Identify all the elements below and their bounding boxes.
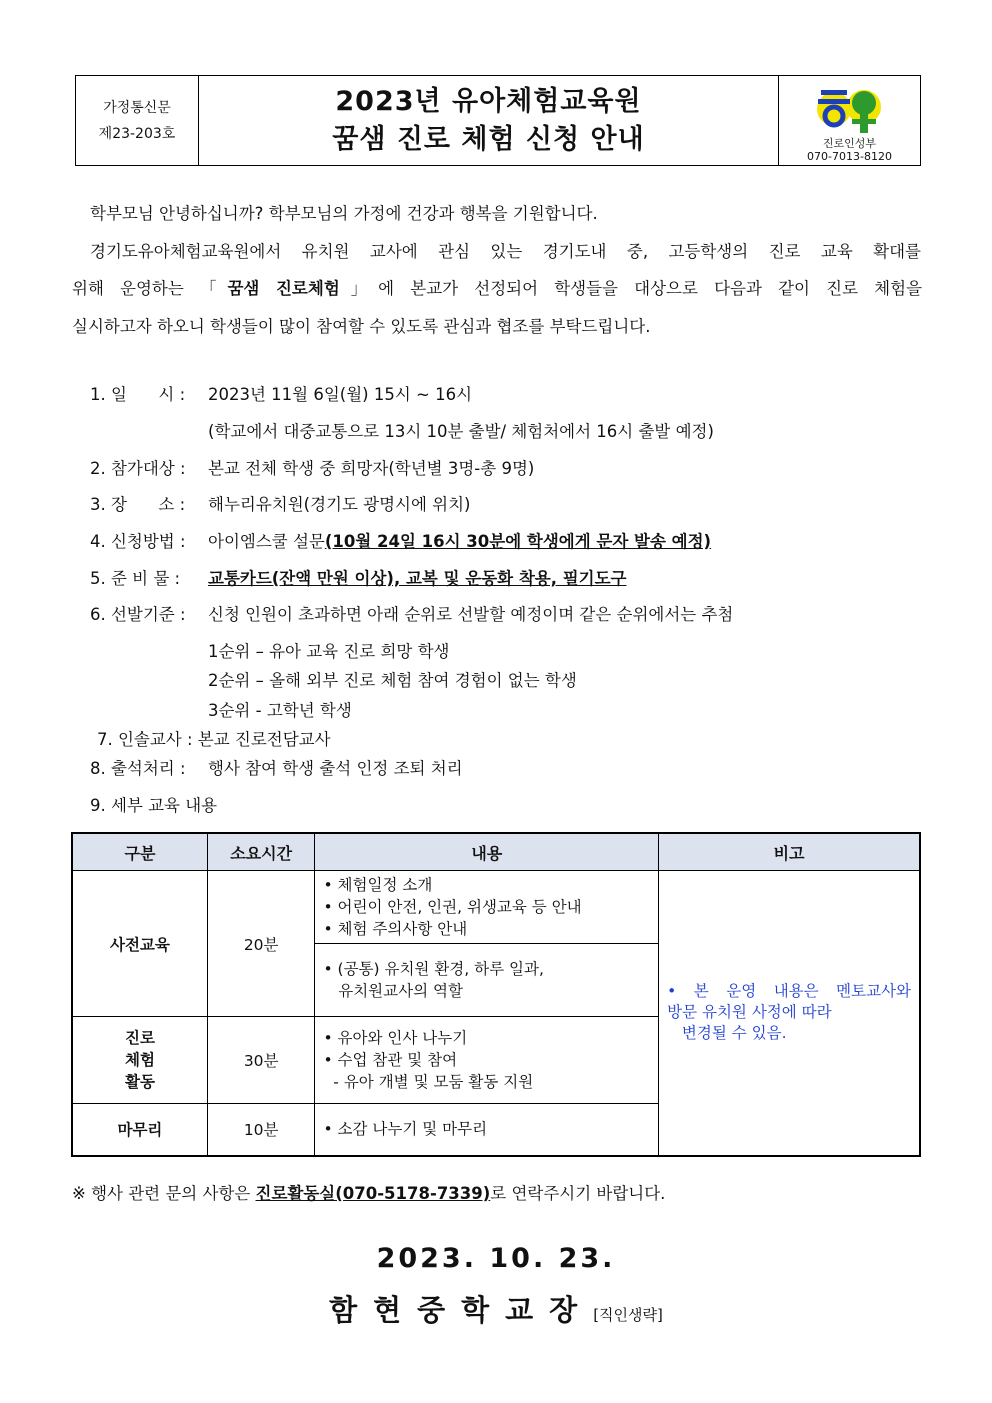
item-attendance xyxy=(90,758,463,780)
newsletter-label: 가정통신문 xyxy=(103,99,171,116)
row-name-line: 진로 xyxy=(124,1029,155,1047)
item-selection-value: 신청 인원이 초과하면 아래 순위로 선발할 예정이며 같은 순위에서는 추첨 xyxy=(208,605,734,624)
item-schedule-sub: (학교에서 대중교통으로 13시 10분 출발/ 체험처에서 16시 출발 예정) xyxy=(208,422,714,441)
list-item: • 수업 참관 및 참여 xyxy=(323,1051,458,1069)
item-teacher: 7. 인솔교사 : 본교 진로전담교사 xyxy=(97,730,331,749)
program-name: 꿈샘 진로체험 xyxy=(227,279,340,298)
row-name-line: 체험 xyxy=(124,1051,155,1069)
intro-line-3: 실시하고자 하오니 학생들이 많이 참여할 수 있도록 관심과 협조를 부탁드립니다. xyxy=(72,317,651,336)
item-details: 9. 세부 교육 내용 xyxy=(90,796,218,815)
header-duration: 소요시간 xyxy=(207,833,315,871)
intro-line-2-post: 」에 본교가 선정되어 학생들을 대상으로 다음과 같이 진로 체험을 xyxy=(339,279,923,298)
header-remarks: 비고 xyxy=(659,833,920,871)
row-career-activity-name xyxy=(72,1017,207,1104)
note-line: 변경될 수 있음. xyxy=(667,1024,787,1043)
item-attendance-label: 8. 출석처리 : xyxy=(90,759,191,778)
item-apply-value: 아이엠스쿨 설문 xyxy=(208,532,325,551)
item-supplies xyxy=(90,568,627,590)
seal-omitted: [직인생략] xyxy=(593,1306,663,1324)
item-supplies-value: 교통카드(잔액 만원 이상), 교복 및 운동화 착용, 필기도구 xyxy=(208,569,627,588)
item-schedule-label: 1. 일 시 : xyxy=(90,385,191,404)
document-header xyxy=(75,75,921,166)
school-logo-icon xyxy=(814,85,886,137)
rank-3: 3순위 - 고학년 학생 xyxy=(208,701,352,720)
list-item: • 체험 주의사항 안내 xyxy=(323,920,468,938)
row-pre-education-content-b xyxy=(315,944,659,1017)
inquiry-note-pre: ※ 행사 관련 문의 사항은 xyxy=(72,1184,256,1203)
inquiry-note-post: 로 연락주시기 바랍니다. xyxy=(490,1184,666,1203)
principal-title: 함현중학교장 xyxy=(329,1293,594,1327)
item-schedule xyxy=(90,384,472,406)
list-item: 유치원교사의 역할 xyxy=(323,982,463,1000)
remarks-note xyxy=(659,871,920,1156)
list-item: • 체험일정 소개 xyxy=(323,876,433,894)
table-header-row xyxy=(72,833,920,871)
item-selection-label: 6. 선발기준 : xyxy=(90,605,191,624)
document-title xyxy=(199,76,778,165)
intro-line-2 xyxy=(72,270,922,307)
title-line-2: 꿈샘 진로 체험 신청 안내 xyxy=(332,123,645,155)
row-career-activity-time: 30분 xyxy=(207,1017,315,1104)
item-supplies-label: 5. 준 비 물 : xyxy=(90,569,186,588)
department-block xyxy=(778,76,920,165)
list-item: • 소감 나누기 및 마무리 xyxy=(323,1120,488,1139)
list-item: • 유아와 인사 나누기 xyxy=(323,1029,468,1047)
item-attendance-value: 행사 참여 학생 출석 인정 조퇴 처리 xyxy=(208,759,463,778)
list-item: • 어린이 안전, 인권, 위생교육 등 안내 xyxy=(323,898,582,916)
schedule-table xyxy=(71,832,921,1157)
intro-line-2-pre: 위해 운영하는 「 xyxy=(72,279,228,298)
inquiry-contact: 진로활동실(070-5178-7339) xyxy=(255,1184,491,1203)
item-place xyxy=(90,494,470,516)
row-wrapup-content xyxy=(315,1104,659,1156)
row-wrapup-name: 마무리 xyxy=(72,1104,207,1156)
row-pre-education-name: 사전교육 xyxy=(72,871,207,1017)
row-wrapup-time: 10분 xyxy=(207,1104,315,1156)
intro-line-1: 경기도유아체험교육원에서 유치원 교사에 관심 있는 경기도내 중, 고등학생의 진로 교육 확대를 xyxy=(90,242,921,261)
item-apply xyxy=(90,531,711,553)
inquiry-note xyxy=(72,1180,665,1204)
note-line: 방문 유치원 사정에 따라 xyxy=(667,1003,832,1022)
item-participants xyxy=(90,458,534,480)
row-name-line: 활동 xyxy=(124,1073,155,1091)
department-phone: 070-7013-8120 xyxy=(807,150,892,163)
row-pre-education-content-a xyxy=(315,871,659,944)
item-participants-value: 본교 전체 학생 중 희망자(학년별 3명-총 9명) xyxy=(208,459,535,478)
item-place-value: 해누리유치원(경기도 광명시에 위치) xyxy=(208,495,471,514)
newsletter-info xyxy=(76,76,199,165)
table-row xyxy=(72,871,920,944)
rank-1: 1순위 – 유아 교육 진로 희망 학생 xyxy=(208,642,450,661)
rank-2: 2순위 – 올해 외부 진로 체험 참여 경험이 없는 학생 xyxy=(208,671,577,690)
row-pre-education-time: 20분 xyxy=(207,871,315,1017)
department-name: 진로인성부 xyxy=(822,137,877,150)
signature-line xyxy=(0,1288,992,1329)
list-item: - 유아 개별 및 모둠 활동 지원 xyxy=(323,1073,534,1091)
item-participants-label: 2. 참가대상 : xyxy=(90,459,191,478)
document-date: 2023. 10. 23. xyxy=(376,1243,616,1274)
header-content: 내용 xyxy=(315,833,659,871)
row-career-activity-content xyxy=(315,1017,659,1104)
greeting: 학부모님 안녕하십니까? 학부모님의 가정에 건강과 행복을 기원합니다. xyxy=(90,204,598,223)
item-selection xyxy=(90,604,733,626)
item-place-label: 3. 장 소 : xyxy=(90,495,191,514)
header-category: 구분 xyxy=(72,833,207,871)
issue-number: 제23-203호 xyxy=(98,125,176,142)
item-apply-bold: (10월 24일 16시 30분에 학생에게 문자 발송 예정) xyxy=(324,532,712,551)
item-schedule-value: 2023년 11월 6일(월) 15시 ~ 16시 xyxy=(208,385,473,404)
list-item: • (공통) 유치원 환경, 하루 일과, xyxy=(323,960,544,978)
title-line-1: 2023년 유아체험교육원 xyxy=(335,85,642,117)
item-apply-label: 4. 신청방법 : xyxy=(90,532,191,551)
note-line: • 본 운영 내용은 멘토교사와 xyxy=(667,982,911,1001)
